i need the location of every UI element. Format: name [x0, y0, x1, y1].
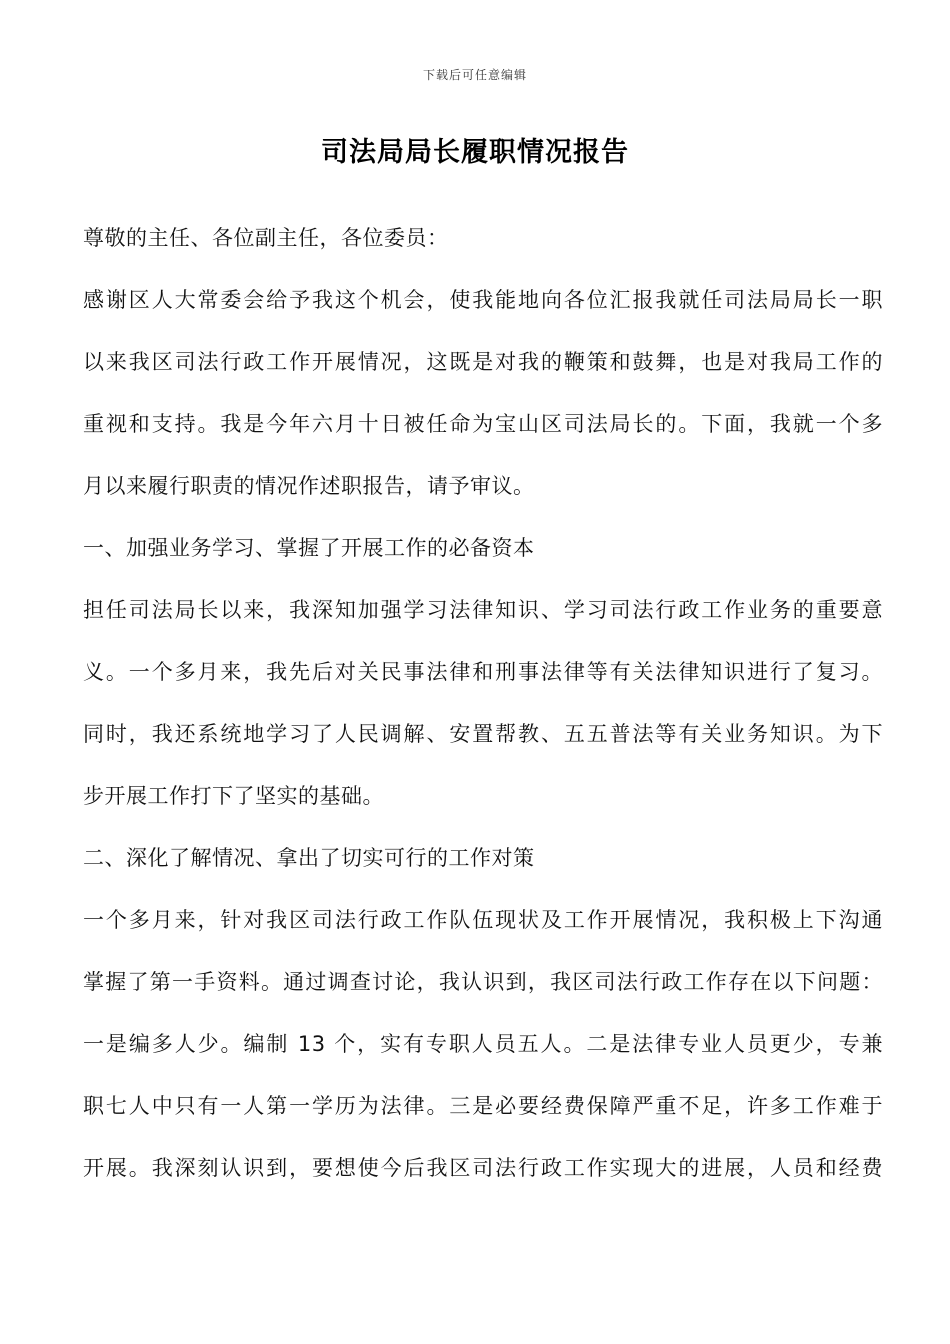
section-heading-2: 二、深化了解情况、拿出了切实可行的工作对策: [83, 846, 535, 870]
text-line: 同时，我还系统地学习了人民调解、安置帮教、五五普法等有关业务知识。为下: [83, 722, 883, 746]
text-line: 担任司法局长以来，我深知加强学习法律知识、学习司法行政工作业务的重要意: [83, 598, 883, 622]
text-line: 一个多月来，针对我区司法行政工作队伍现状及工作开展情况，我积极上下沟通: [83, 908, 883, 932]
text-line: 开展。我深刻认识到，要想使今后我区司法行政工作实现大的进展，人员和经费: [83, 1156, 883, 1180]
document-title: 司法局局长履职情况报告: [321, 137, 629, 168]
text-line: 义。一个多月来，我先后对关民事法律和刑事法律等有关法律知识进行了复习。: [83, 660, 883, 684]
text-line: 职七人中只有一人第一学历为法律。三是必要经费保障严重不足，许多工作难于: [83, 1094, 883, 1118]
text-line: 步开展工作打下了坚实的基础。: [83, 784, 384, 808]
text-line: 感谢区人大常委会给予我这个机会，使我能地向各位汇报我就任司法局局长一职: [83, 288, 883, 312]
text-line: 以来我区司法行政工作开展情况，这既是对我的鞭策和鼓舞，也是对我局工作的: [83, 350, 883, 374]
header-note: 下载后可任意编辑: [422, 68, 527, 82]
text-line: 尊敬的主任、各位副主任，各位委员：: [83, 226, 449, 250]
text-line: 掌握了第一手资料。通过调查讨论，我认识到，我区司法行政工作存在以下问题：: [83, 970, 883, 994]
body-text: [83, 216, 883, 1208]
text-line: 重视和支持。我是今年六月十日被任命为宝山区司法局长的。下面，我就一个多: [83, 412, 883, 436]
text-line: 一是编多人少。编制 13 个，实有专职人员五人。二是法律专业人员更少，专兼: [83, 1032, 883, 1056]
section-heading-1: 一、加强业务学习、掌握了开展工作的必备资本: [83, 536, 535, 560]
text-line: 月以来履行职责的情况作述职报告，请予审议。: [83, 474, 535, 498]
